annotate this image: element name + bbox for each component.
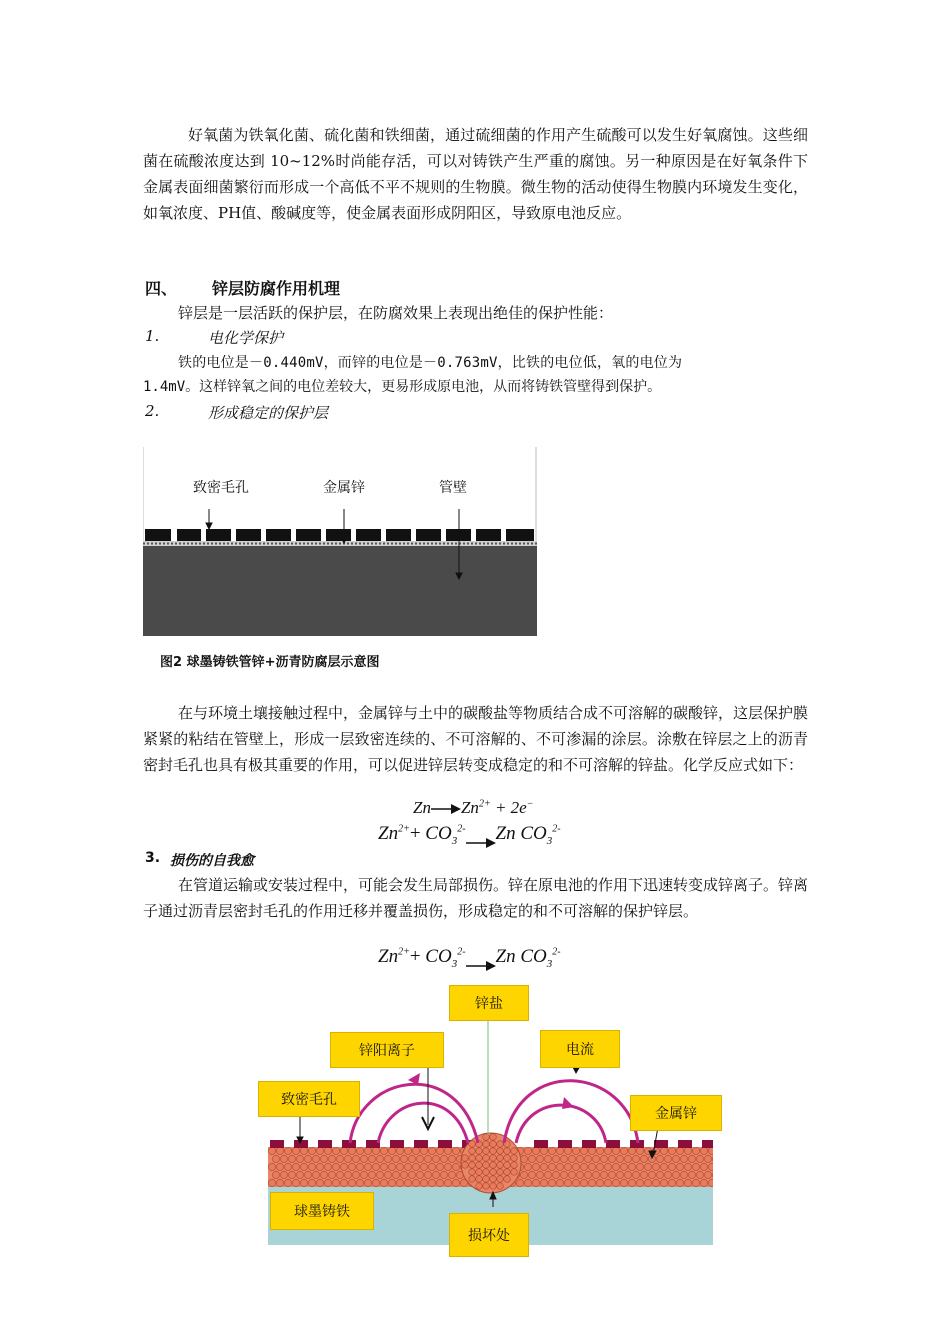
label-dense-pore: 致密毛孔 [193,480,249,496]
paragraph-zinc-carbonate: 在与环境土壤接触过程中，金属锌与土中的碳酸盐等物质结合成不可溶解的碳酸锌，这层保护膜紧紧的粘结在管壁上，形成一层致密连续的、不可溶解的、不可渗漏的涂层。涂敷在锌层之上的沥青密封毛孔也具有极其重要的作用，可以促进锌层转变成稳定的和不可溶解的锌盐。化学反应式如下： [143,704,809,774]
eq1-arrow-icon [431,802,461,816]
label-ductile-iron: 球墨铸铁 [270,1192,374,1230]
paragraph-potential-line2: 1.4mV。这样锌氧之间的电位差较大，更易形成原电池，从而将铸铁管壁得到保护。 [143,379,662,395]
eq1-charge: 2+ [478,798,491,810]
eq2-zn: Zn [378,823,399,844]
eq3-znco-sub: 3 [546,957,553,970]
label-pipe-wall: 管壁 [439,480,467,496]
pipe-wall-body [143,545,537,636]
item-3-title: 损伤的自我愈 [170,853,254,869]
eq3-zn-charge: 2+ [398,946,410,958]
label-zinc-cation: 锌阳离子 [330,1032,444,1068]
eq2-arrow-icon [466,831,496,849]
eq3-znco-charge: 2- [552,946,561,958]
item-1-number: 1. [145,327,160,345]
equation-zinc-carbonate [378,823,561,849]
item-3-number: 3. [145,850,161,866]
eq1-zn: Zn [413,798,431,817]
eq3-plus: + [409,946,426,967]
eq1-zn-ion: Zn [460,798,479,817]
figure-2-svg [143,447,537,636]
label-metal-zinc: 金属锌 [630,1095,722,1131]
eq3-zn: Zn [378,946,399,967]
item-2-number: 2. [145,402,160,420]
label-dense-pore: 致密毛孔 [258,1081,360,1117]
label-current: 电流 [540,1030,620,1068]
current-arrowhead-right-icon [562,1097,574,1109]
eq2-co: CO [425,823,452,844]
eq2-plus: + [409,823,426,844]
equation-zinc-carbonate-repeat [378,946,561,972]
eq1-electrons: + 2e [490,798,527,817]
eq3-znco: Zn CO [495,946,547,967]
paragraph-zinc-layer-intro: 锌层是一层活跃的保护层，在防腐效果上表现出绝佳的保护性能： [178,304,614,322]
eq2-znco: Zn CO [495,823,547,844]
eq3-co-charge: 2- [457,946,466,958]
figure-2-diagram [143,447,537,636]
eq2-zn-charge: 2+ [398,823,410,835]
paragraph-self-healing: 在管道运输或安装过程中，可能会发生局部损伤。锌在原电池的作用下迅速转变成锌离子。锌离子通过沥青层密封毛孔的作用迁移并覆盖损伤，形成稳定的和不可溶解的保护锌层。 [143,876,809,920]
eq2-co-charge: 2- [457,823,466,835]
item-1-title: 电化学保护 [208,329,284,347]
figure-3-diagram [268,985,713,1260]
eq3-co-sub: 3 [451,957,458,970]
paragraph-potential-line1: 铁的电位是－0.440mV，而锌的电位是－0.763mV，比铁的电位低，氧的电位为 [178,355,683,371]
eq2-znco-sub: 3 [546,834,553,847]
label-zinc-salt: 锌盐 [449,985,529,1021]
item-2-title: 形成稳定的保护层 [208,404,329,422]
eq2-co-sub: 3 [451,834,458,847]
section-heading-number: 四、 [145,279,178,298]
eq2-znco-charge: 2- [552,823,561,835]
eq3-arrow-icon [466,954,496,972]
eq3-co: CO [425,946,452,967]
label-damage-site: 损坏处 [449,1213,529,1257]
eq1-electron-charge: − [526,798,534,810]
figure-2-caption: 图2 球墨铸铁管锌+沥青防腐层示意图 [160,655,380,670]
section-heading-title: 锌层防腐作用机理 [212,279,341,298]
paragraph-aerobic-bacteria: 好氧菌为铁氧化菌、硫化菌和铁细菌，通过硫细菌的作用产生硫酸可以发生好氧腐蚀。这些细菌在硫酸浓度达到 10~12%时尚能存活，可以对铸铁产生严重的腐蚀。另一种原因是在好氧条件下金属表面细菌繁衍而形成一个高低不平不规则的生物膜。微生物的活动使得生物膜内环境发生变化，如氧浓度、PH值、酸碱度等，使金属表面形成阴阳区，导致原电池反应。 [143,126,808,222]
equation-zinc-oxidation [413,798,533,818]
label-metal-zinc: 金属锌 [323,480,365,496]
